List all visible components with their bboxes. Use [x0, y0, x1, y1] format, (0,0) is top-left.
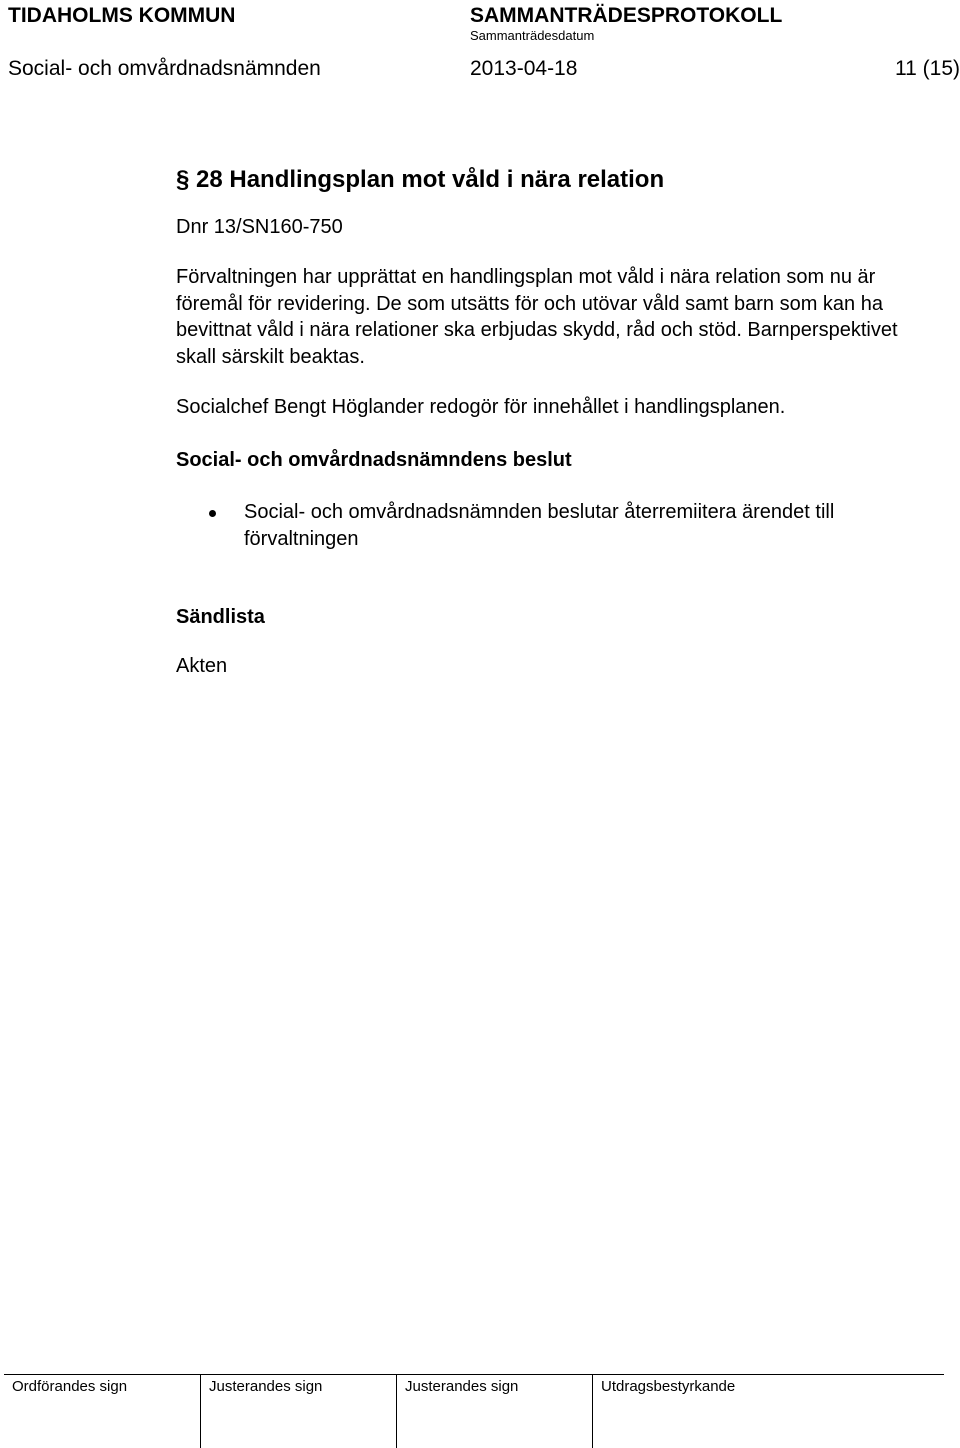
signature-adjuster-1: Justerandes sign [200, 1375, 396, 1448]
distribution-heading: Sändlista [176, 606, 265, 628]
decision-heading: Social- och omvårdnadsnämndens beslut [176, 448, 572, 471]
organization-name: TIDAHOLMS KOMMUN [8, 4, 236, 27]
section-heading: § 28 Handlingsplan mot våld i nära relation [176, 165, 665, 193]
distribution-item: Akten [176, 654, 228, 677]
background-paragraph: Förvaltningen har upprättat en handlingsplan mot våld i nära relation som nu är föremål för revidering. De som utsätts för och utövar våld samt barn som kan ha bevittnat våld i nära relationer ska erbjudas skydd, råd och stöd. Barnperspektivet skall särskilt beaktas. [176, 266, 898, 368]
committee-name: Social- och omvårdnadsnämnden [8, 57, 321, 80]
date-label: Sammanträdesdatum [470, 28, 595, 43]
signature-chair: Ordförandes sign [12, 1378, 128, 1395]
signature-table [4, 1374, 944, 1448]
page-number: 11 (15) [895, 57, 960, 80]
decision-item [176, 499, 924, 552]
bullet-icon [209, 510, 216, 517]
signature-certification: Utdragsbestyrkande [592, 1375, 944, 1448]
case-number: Dnr 13/SN160-750 [176, 216, 343, 238]
report-paragraph: Socialchef Bengt Höglander redogör för innehållet i handlingsplanen. [176, 396, 786, 418]
signature-adjuster-2: Justerandes sign [396, 1375, 592, 1448]
document-type: SAMMANTRÄDESPROTOKOLL [470, 4, 783, 27]
decision-text: Social- och omvårdnadsnämnden beslutar återremiitera ärendet till förvaltningen [244, 501, 835, 550]
section-content [176, 160, 936, 679]
meeting-date: 2013-04-18 [470, 57, 578, 80]
